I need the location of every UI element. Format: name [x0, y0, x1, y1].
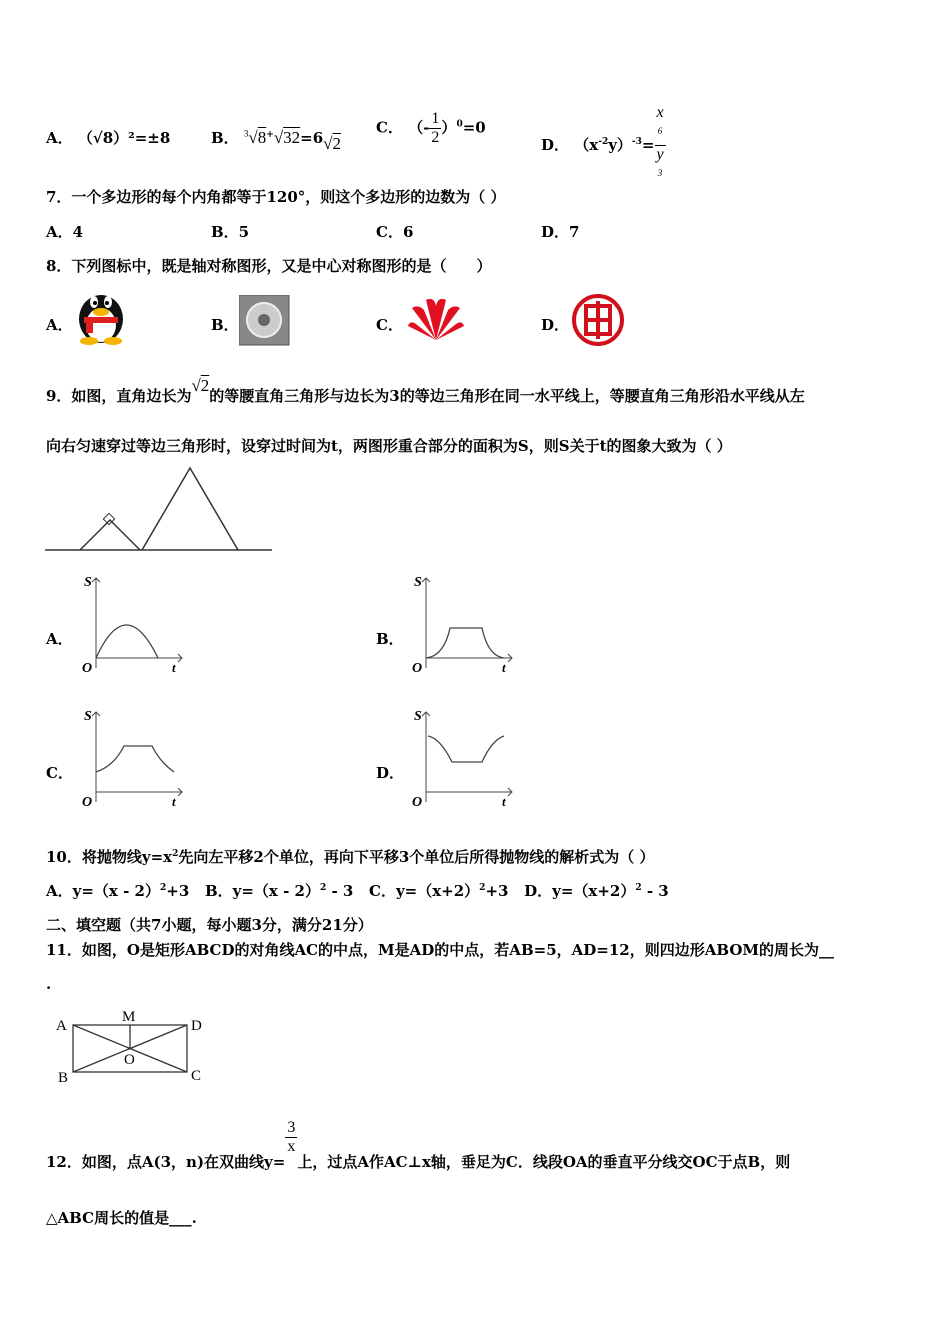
expr-eq: =6	[300, 129, 324, 147]
option-a-expression: （√8）²=±8	[77, 129, 171, 147]
option-label: C．	[376, 118, 403, 137]
expr: （x	[574, 135, 599, 154]
q11-rectangle-figure	[52, 1006, 212, 1086]
q6-option-b	[211, 127, 342, 153]
q9-graph-d	[404, 706, 516, 812]
q9-option-d-label: D．	[376, 764, 405, 782]
curve	[428, 736, 504, 762]
curve	[96, 746, 174, 772]
q9-stem-line2: 向右匀速穿过等边三角形时，设穿过时间为t，两图形重合部分的面积为S，则S关于t的图象大致为（ ）	[46, 437, 732, 455]
curve	[426, 628, 504, 658]
origin-label: O	[412, 795, 423, 810]
q10-option-a: A．y=（x - 2）$^2$+3	[46, 882, 190, 900]
q9-option-b-label: B．	[376, 630, 404, 648]
sqrt-2: √2	[191, 376, 210, 395]
axis-label-s: S	[414, 709, 422, 724]
huawei-logo-icon	[406, 296, 466, 344]
q8-label-a: A．	[46, 316, 73, 334]
q11-stem: 11．如图，O是矩形ABCD的对角线AC的中点，M是AD的中点，若AB=5，AD=12，则四边形ABOM的周长为__	[46, 941, 834, 959]
q11-stem-tail: .	[46, 975, 52, 993]
disc-button-icon	[239, 295, 291, 347]
point-b-label: B	[58, 1070, 69, 1086]
q8-stem: 8．下列图标中，既是轴对称图形，又是中心对称图形的是（ ）	[46, 257, 492, 275]
q10-option-d: D．$y=(x+2)^2 - 3$	[524, 882, 669, 900]
paren: （-	[408, 118, 430, 137]
q6-option-c	[376, 110, 486, 147]
axis-label-s: S	[84, 709, 92, 724]
plus: +	[266, 130, 274, 140]
stem-text: 的等腰直角三角形与边长为3的等边三角形在同一水平线上，等腰直角三角形沿水平线从左	[209, 387, 805, 405]
point-m-label: M	[122, 1009, 136, 1025]
q9-stem-line1	[46, 376, 805, 406]
exponent: -3	[631, 136, 642, 147]
origin-label: O	[82, 661, 93, 676]
expr-tail: =0	[462, 118, 486, 137]
stem-text: 上，过点A作AC⊥x轴，垂足为C．线段OA的垂直平分线交OC于点B，则	[297, 1152, 791, 1171]
q7-option-d: D．7	[541, 223, 580, 241]
q9-graph-a	[74, 572, 186, 678]
stem-text: 先向左平移2个单位，再向下平移3个单位后所得抛物线的解析式为（ ）	[178, 848, 655, 866]
point-o-label: O	[124, 1052, 135, 1068]
stem-text: 10．将抛物线y=x	[46, 848, 173, 866]
q12-stem-line1	[46, 1119, 791, 1171]
origin-label: O	[82, 795, 93, 810]
q9-graph-b	[404, 572, 516, 678]
option-label: D．	[541, 135, 570, 154]
axis-label-t: t	[502, 660, 506, 675]
q10-option-c: C．$y=(x+2)^2+3$	[369, 882, 509, 900]
paren: ）	[441, 118, 457, 137]
q6-option-d	[541, 104, 666, 188]
q9-graph-c	[74, 706, 186, 812]
option-label: B．	[211, 129, 239, 147]
point-a-label: A	[56, 1018, 67, 1034]
q8-label-b: B．	[211, 316, 239, 334]
expr: y）	[608, 135, 632, 154]
stem-text: 9．如图，直角边长为	[46, 387, 192, 405]
origin-label: O	[412, 661, 423, 676]
point-d-label: D	[191, 1018, 202, 1034]
q9-triangles-figure	[44, 464, 274, 556]
q7-option-c: C．6	[376, 223, 414, 241]
curve	[96, 625, 158, 658]
q7-stem: 7．一个多边形的每个内角都等于120°，则这个多边形的边数为（ ）	[46, 188, 506, 206]
axis-label-t: t	[172, 794, 176, 809]
expr: =	[641, 135, 655, 154]
option-label: A．	[46, 129, 73, 147]
q10-stem	[46, 846, 654, 867]
exponent: -2	[598, 136, 609, 147]
fraction: $\frac{1}{2}$	[431, 110, 440, 146]
point-c-label: C	[191, 1068, 202, 1084]
axis-label-s: S	[414, 575, 422, 590]
q6-option-a	[46, 127, 170, 148]
section-2-heading: 二、填空题（共7小题，每小题3分，满分21分）	[46, 916, 373, 934]
exponent: 0	[456, 119, 463, 130]
q8-label-c: C．	[376, 316, 403, 334]
q10-option-b: B．y=（x - 2）$^2$ - 3	[204, 882, 354, 900]
qq-penguin-icon	[74, 285, 128, 345]
q9-option-c-label: C．	[46, 764, 73, 782]
fraction-3-over-x: $\frac{3}{x}$	[287, 1119, 296, 1155]
exponent: 2	[172, 849, 179, 859]
stem-text: 12．如图，点A(3，n)在双曲线y=	[46, 1152, 286, 1171]
q10-options	[46, 880, 669, 901]
q8-label-d: D．	[541, 316, 570, 334]
sqrt-2: √2	[323, 134, 342, 153]
q9-option-a-label: A．	[46, 630, 73, 648]
axis-label-t: t	[502, 794, 506, 809]
q7-option-b: B．5	[211, 223, 250, 241]
fraction: x $^6$ y $^3$	[656, 104, 664, 179]
icbc-logo-icon	[571, 293, 625, 347]
sqrt-32: √32	[273, 128, 301, 147]
axis-label-s: S	[84, 575, 92, 590]
q7-option-a: A．4	[46, 223, 84, 241]
cube-root-8: $^3$√8	[243, 128, 267, 147]
axis-label-t: t	[172, 660, 176, 675]
q12-stem-line2: △ABC周长的值是___.	[46, 1209, 197, 1227]
